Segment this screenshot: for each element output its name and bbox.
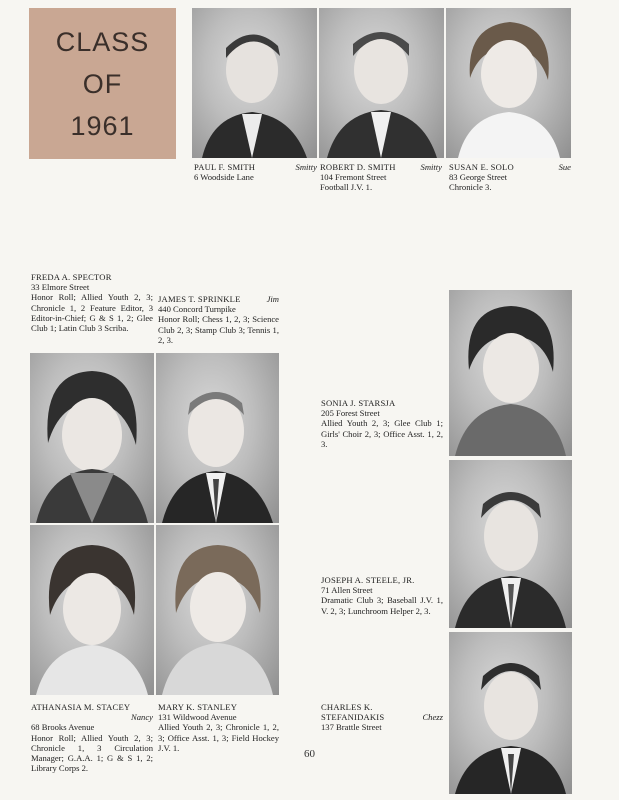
student-name: FREDA A. SPECTOR [31, 272, 112, 282]
student-nickname: Jim [266, 294, 279, 304]
student-address: 68 Brooks Avenue [31, 722, 95, 733]
student-nickname: Nancy [131, 712, 153, 723]
photo-susan-solo [446, 8, 571, 158]
student-name: JAMES T. SPRINKLE [158, 294, 241, 304]
title-line-2: OF [82, 68, 123, 99]
student-address: 137 Brattle Street [321, 722, 382, 733]
student-name: CHARLES K. [321, 702, 373, 712]
student-name: SUSAN E. SOLO [449, 162, 514, 172]
student-address: 104 Fremont Street [320, 172, 387, 183]
photo-athanasia-stacey [30, 525, 154, 695]
photo-mary-stanley [156, 525, 279, 695]
photo-athanasia-stacey-top [30, 353, 154, 523]
page-number: 60 [304, 748, 315, 760]
student-address: 33 Elmore Street [31, 282, 90, 293]
title-line-3: 1961 [70, 110, 135, 141]
student-address: 440 Concord Turnpike [158, 304, 236, 315]
student-activities: Allied Youth 2, 3; Glee Club 1; Girls' Choir 2, 3; Office Asst. 1, 2, 3. [321, 418, 443, 449]
student-address: 131 Wildwood Avenue [158, 712, 237, 723]
student-nickname: Smitty [420, 162, 442, 172]
photo-charles-stefanidakis [449, 632, 572, 794]
student-activities: Football J.V. 1. [320, 182, 373, 193]
photo-paul-smith [192, 8, 317, 158]
caption-susan-solo [449, 162, 571, 193]
caption-athanasia-stacey [31, 702, 153, 773]
student-activities: Honor Roll; Chess 1, 2, 3; Science Club 2, 3; Stamp Club 3; Tennis 1, 2, 3. [158, 314, 279, 345]
student-address: 71 Allen Street [321, 585, 373, 596]
student-activities: Honor Roll; Allied Youth 2, 3; Chronicle 1, 3 Circulation Manager; G.A.A. 1; G & S 1, 2; Library Corps 2. [31, 732, 153, 774]
student-name: MARY K. STANLEY [158, 702, 238, 712]
student-activities: Honor Roll; Allied Youth 2, 3; Chronicle 1, 2 Feature Editor, 3 Editor-in-Chief; G & S 1, 2; Glee Club 1; Latin Club 3 Scriba. [31, 292, 153, 334]
caption-paul-smith [194, 162, 317, 182]
student-name-2: STEFANIDAKIS [321, 712, 385, 723]
class-of-1961-title [29, 8, 176, 159]
student-name: ATHANASIA M. STACEY [31, 702, 131, 712]
caption-freda-spector [31, 272, 153, 333]
photo-sonia-starsja [449, 290, 572, 456]
student-name: JOSEPH A. STEELE, JR. [321, 575, 415, 585]
student-activities: Chronicle 3. [449, 182, 492, 193]
student-address: 6 Woodside Lane [194, 172, 254, 183]
caption-sonia-starsja [321, 398, 443, 449]
caption-charles-stefanidakis [321, 702, 443, 733]
caption-robert-smith [320, 162, 442, 193]
title-line-1: CLASS [55, 26, 150, 57]
student-address: 205 Forest Street [321, 408, 380, 419]
student-address: 83 George Street [449, 172, 508, 183]
student-name: SONIA J. STARSJA [321, 398, 396, 408]
student-name: PAUL F. SMITH [194, 162, 256, 172]
student-nickname: Smitty [295, 162, 317, 172]
student-activities: Dramatic Club 3; Baseball J.V. 1, V. 2, 3; Lunchroom Helper 2, 3. [321, 595, 443, 616]
caption-mary-stanley [158, 702, 279, 753]
student-name: ROBERT D. SMITH [320, 162, 396, 172]
caption-james-sprinkle [158, 294, 279, 345]
photo-robert-smith [319, 8, 444, 158]
photo-james-sprinkle [156, 353, 279, 523]
caption-joseph-steele [321, 575, 443, 616]
student-nickname: Chezz [422, 712, 443, 723]
photo-joseph-steele [449, 460, 572, 628]
student-nickname: Sue [558, 162, 571, 172]
student-activities: Allied Youth 2, 3; Chronicle 1, 2, 3; Office Asst. 1, 3; Field Hockey J.V. 1. [158, 722, 279, 753]
